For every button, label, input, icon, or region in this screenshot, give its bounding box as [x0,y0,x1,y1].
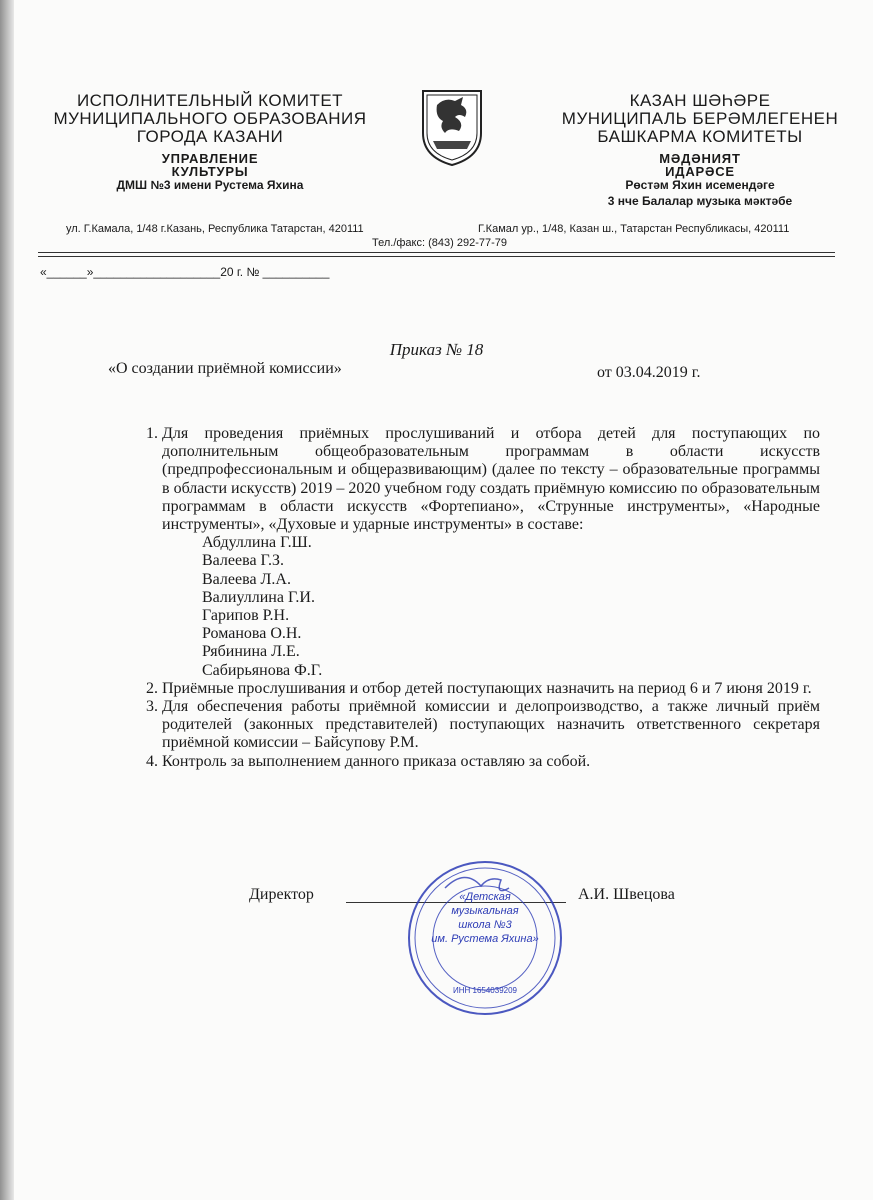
member: Валиуллина Г.И. [202,588,315,606]
header-left-dept2: КУЛЬТУРЫ [171,164,249,180]
order-subject: «О создании приёмной комиссии» [108,360,342,377]
order-items [124,425,820,771]
member: Романова О.Н. [202,625,302,643]
stamp-line3: школа №3 [458,919,512,931]
header-right-school2: 3 нче Балалар музыка мәктәбе [607,194,793,209]
member: Сабирьянова Ф.Г. [202,661,323,679]
address-left: ул. Г.Камала, 1/48 г.Казань, Республика Татарстан, 420111 [66,223,364,235]
stamp-line1: «Детская [459,891,511,903]
header-left-school: ДМШ №3 имени Рустема Яхина [116,177,304,192]
signature-role: Директор [249,886,314,903]
order-item-3: 3. Для обеспечения работы приёмной комиссии и делопроизводство, а также личный приём родителей (законных представителей) поступающих назначить ответственного секретаря приёмной комиссии – Байсупову Р.М. [162,698,820,753]
header-right-line1: КАЗАН ШӘҺӘРЕ [629,91,771,110]
order-item-1-text: Для проведения приёмных прослушиваний и отбора детей для поступающих по дополнительным общеобразовательным программам в области искусств (предпрофессиональным и общеразвивающим) (далее по тексту – образовательные программы в области искусств) 2019 – 2020 учебном году создать приёмную комиссию по образовательным программам в области искусств «Фортепиано», «Струнные инструменты», «Народные инструменты», «Духовые и ударные инструменты» в составе: [162,425,820,534]
header-divider [38,252,835,253]
member: Абдуллина Г.Ш. [202,534,312,552]
member: Гарипов Р.Н. [202,607,290,625]
member: Рябинина Л.Е. [202,643,300,661]
stamp-inn: ИНН 1654039209 [452,986,518,995]
address-right: Г.Камал ур., 1/48, Казан ш., Татарстан Республикасы, 420111 [478,223,790,235]
header-right-dept1: МӘДӘНИЯТ [659,150,741,166]
header-left-dept1: УПРАВЛЕНИЕ [161,150,259,166]
header-divider-thin [38,256,835,257]
order-item-4: 4. Контроль за выполнением данного приказа оставляю за собой. [162,753,820,771]
header-right-dept2: ИДАРӘСЕ [665,164,735,180]
signature-name: А.И. Швецова [578,886,675,903]
order-body [124,425,820,771]
member: Валеева Л.А. [202,570,291,588]
order-title: Приказ № 18 [389,340,484,359]
header-left-line3: ГОРОДА КАЗАНИ [136,126,284,146]
stamp-line4: им. Рустема Яхина» [431,933,539,945]
order-item-1 [162,425,820,680]
header-left-line1: ИСПОЛНИТЕЛЬНЫЙ КОМИТЕТ [76,91,344,110]
kazan-coat-of-arms-icon [419,87,485,167]
header-right-school1: Рөстәм Яхин исемендәге [625,177,775,192]
header-left [40,92,380,191]
header-left-line2: МУНИЦИПАЛЬНОГО ОБРАЗОВАНИЯ [53,108,367,128]
commission-members [162,534,820,680]
phone: Тел./факс: (843) 292-77-79 [372,237,507,249]
scan-edge [0,0,14,1200]
header-right-line2: МУНИЦИПАЛЬ БЕРӘМЛЕГЕНЕН [561,108,839,128]
order-date: от 03.04.2019 г. [597,364,701,381]
header-right-line3: БАШКАРМА КОМИТЕТЫ [597,126,803,146]
order-item-2: 2. Приёмные прослушивания и отбор детей поступающих назначить на период 6 и 7 июня 2019 г. [162,680,820,698]
stamp-line2: музыкальная [451,905,519,917]
stamp-text [430,890,540,946]
member: Валеева Г.З. [202,552,285,570]
blank-date-number-line: «______»___________________20 г. № __________ [40,265,330,279]
header-right [540,92,860,208]
